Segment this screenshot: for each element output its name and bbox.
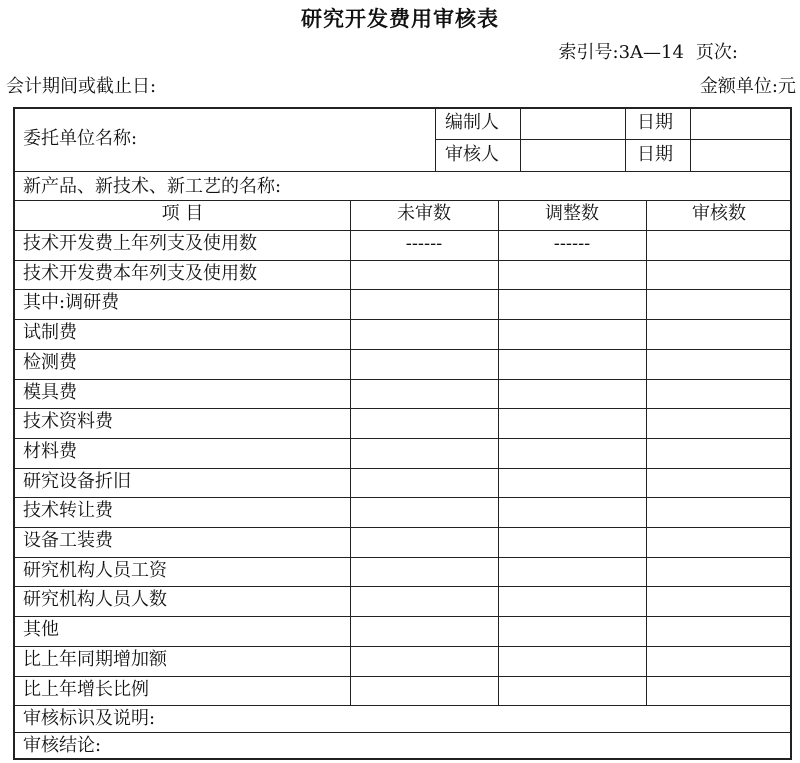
row-adjustment-value[interactable]	[498, 442, 646, 466]
row-adjustment-value[interactable]: ------	[553, 233, 591, 254]
column-header-item: 项 目	[161, 203, 204, 224]
table-row	[15, 616, 792, 646]
column-header-unaudited: 未审数	[397, 203, 451, 224]
reviewer-date-label: 日期	[637, 144, 673, 165]
table-row	[15, 586, 792, 616]
row-unaudited-value[interactable]	[350, 620, 498, 644]
row-item-label: 比上年同期增加额	[23, 648, 167, 670]
column-divider	[646, 200, 647, 705]
row-unaudited-value[interactable]	[350, 412, 498, 436]
row-unaudited-value[interactable]	[350, 650, 498, 674]
table-row	[15, 379, 792, 409]
row-unaudited-value[interactable]	[350, 264, 498, 288]
row-audited-value[interactable]	[646, 680, 792, 704]
table-row	[15, 497, 792, 527]
table-row	[15, 676, 792, 706]
row-item-label: 其中:调研费	[23, 292, 120, 314]
row-audited-value[interactable]	[646, 442, 792, 466]
row-adjustment-value[interactable]	[498, 650, 646, 674]
table-row	[15, 527, 792, 557]
row-audited-value[interactable]	[646, 620, 792, 644]
form-title: 研究开发费用审核表	[301, 7, 499, 31]
page-number-label: 页次:	[695, 42, 738, 63]
row-adjustment-value[interactable]	[498, 264, 646, 288]
row-item-label: 比上年增长比例	[23, 678, 149, 700]
row-item-label: 技术转让费	[23, 500, 113, 522]
audit-conclusion-label: 审核结论:	[23, 735, 102, 756]
row-adjustment-value[interactable]	[498, 590, 646, 614]
row-audited-value[interactable]	[646, 383, 792, 407]
row-audited-value[interactable]	[646, 234, 792, 258]
row-unaudited-value[interactable]	[350, 442, 498, 466]
row-adjustment-value[interactable]	[498, 680, 646, 704]
row-audited-value[interactable]	[646, 501, 792, 525]
audit-notes-label: 审核标识及说明:	[23, 708, 156, 729]
divider	[15, 732, 792, 733]
row-audited-value[interactable]	[646, 650, 792, 674]
row-adjustment-value[interactable]	[498, 531, 646, 555]
preparer-date-field[interactable]	[691, 110, 791, 138]
row-audited-value[interactable]	[646, 472, 792, 496]
row-adjustment-value[interactable]	[498, 620, 646, 644]
preparer-field[interactable]	[521, 110, 624, 138]
row-unaudited-value[interactable]	[350, 293, 498, 317]
accounting-period-label: 会计期间或截止日:	[6, 76, 157, 97]
row-audited-value[interactable]	[646, 264, 792, 288]
row-unaudited-value[interactable]	[350, 383, 498, 407]
row-adjustment-value[interactable]	[498, 323, 646, 347]
column-header-adjustment: 调整数	[545, 203, 599, 224]
row-item-label: 研究机构人员人数	[23, 589, 167, 611]
row-audited-value[interactable]	[646, 561, 792, 585]
divider	[625, 109, 626, 171]
table-row	[15, 557, 792, 587]
row-unaudited-value[interactable]	[350, 531, 498, 555]
divider	[435, 139, 792, 140]
row-audited-value[interactable]	[646, 293, 792, 317]
row-item-label: 技术资料费	[23, 411, 113, 433]
row-adjustment-value[interactable]	[498, 412, 646, 436]
column-header-audited: 审核数	[692, 203, 746, 224]
table-row	[15, 289, 792, 319]
row-item-label: 其他	[23, 619, 59, 641]
row-unaudited-value[interactable]	[350, 501, 498, 525]
table-row	[15, 349, 792, 379]
amount-unit-label: 金额单位:元	[699, 76, 796, 97]
table-row	[15, 319, 792, 349]
row-unaudited-value[interactable]	[350, 353, 498, 377]
entrust-unit-label: 委托单位名称:	[23, 128, 138, 149]
row-adjustment-value[interactable]	[498, 501, 646, 525]
table-row	[15, 468, 792, 498]
row-adjustment-value[interactable]	[498, 472, 646, 496]
row-adjustment-value[interactable]	[498, 353, 646, 377]
table-row	[15, 260, 792, 290]
row-item-label: 试制费	[23, 322, 77, 344]
row-item-label: 技术开发费本年列支及使用数	[23, 262, 257, 284]
divider	[435, 109, 436, 171]
column-divider	[350, 200, 351, 705]
row-divider	[15, 705, 792, 706]
row-audited-value[interactable]	[646, 412, 792, 436]
row-item-label: 研究设备折旧	[23, 470, 131, 492]
index-number: 索引号:3A—14	[558, 42, 684, 63]
row-unaudited-value[interactable]	[350, 323, 498, 347]
preparer-label: 编制人	[445, 112, 499, 133]
row-item-label: 设备工装费	[23, 530, 113, 551]
table-row	[15, 230, 792, 260]
divider	[15, 200, 792, 201]
row-item-label: 研究机构人员工资	[23, 559, 167, 581]
product-name-label: 新产品、新技术、新工艺的名称:	[23, 176, 282, 197]
row-item-label: 检测费	[23, 351, 77, 373]
row-unaudited-value[interactable]: ------	[405, 233, 443, 254]
row-adjustment-value[interactable]	[498, 293, 646, 317]
column-divider	[498, 200, 499, 705]
row-audited-value[interactable]	[646, 531, 792, 555]
reviewer-date-field[interactable]	[691, 141, 791, 169]
row-unaudited-value[interactable]	[350, 561, 498, 585]
index-line	[559, 38, 739, 64]
row-item-label: 技术开发费上年列支及使用数	[23, 233, 257, 254]
row-item-label: 材料费	[23, 440, 77, 462]
row-unaudited-value[interactable]	[350, 680, 498, 704]
table-row	[15, 408, 792, 438]
audit-table	[13, 107, 792, 760]
preparer-date-label: 日期	[637, 112, 673, 133]
table-row	[15, 438, 792, 468]
reviewer-label: 审核人	[445, 144, 499, 165]
row-unaudited-value[interactable]	[350, 472, 498, 496]
reviewer-field[interactable]	[521, 141, 624, 169]
row-item-label: 模具费	[23, 381, 77, 403]
row-audited-value[interactable]	[646, 353, 792, 377]
row-unaudited-value[interactable]	[350, 590, 498, 614]
divider	[15, 171, 792, 172]
row-adjustment-value[interactable]	[498, 561, 646, 585]
row-adjustment-value[interactable]	[498, 383, 646, 407]
table-row	[15, 646, 792, 676]
row-audited-value[interactable]	[646, 323, 792, 347]
row-audited-value[interactable]	[646, 590, 792, 614]
